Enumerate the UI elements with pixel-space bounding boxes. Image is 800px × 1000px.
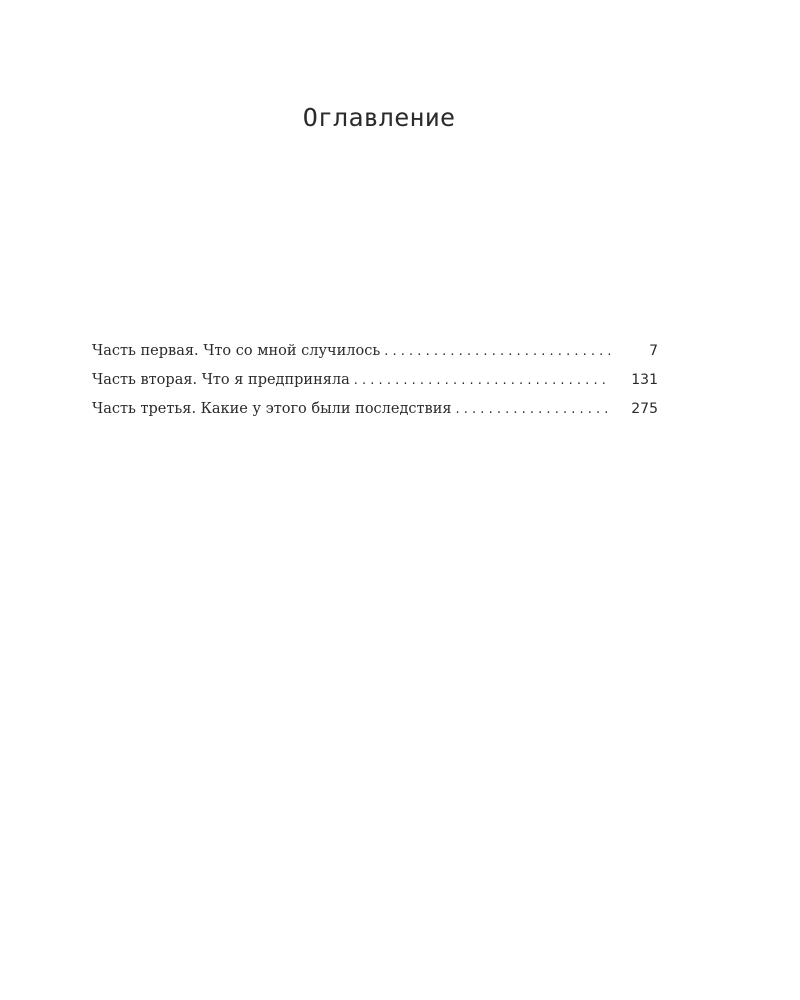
toc-entry-title: Часть третья. Какие у этого были последствия [92,401,452,417]
toc-page-number: 131 [631,372,658,388]
toc-entry [92,343,658,372]
toc-entry [92,401,658,430]
toc-entry [92,372,658,401]
toc-dot-leader [456,402,610,417]
table-of-contents [92,343,658,430]
toc-page-number: 275 [631,401,658,417]
toc-entry-title: Часть вторая. Что я предприняла [92,372,350,388]
page-title: Оглавление [302,103,456,132]
toc-dot-leader [384,344,610,359]
toc-entry-title: Часть первая. Что со мной случилось [92,343,381,359]
toc-dot-leader [354,373,610,388]
toc-page-number: 7 [649,343,658,359]
